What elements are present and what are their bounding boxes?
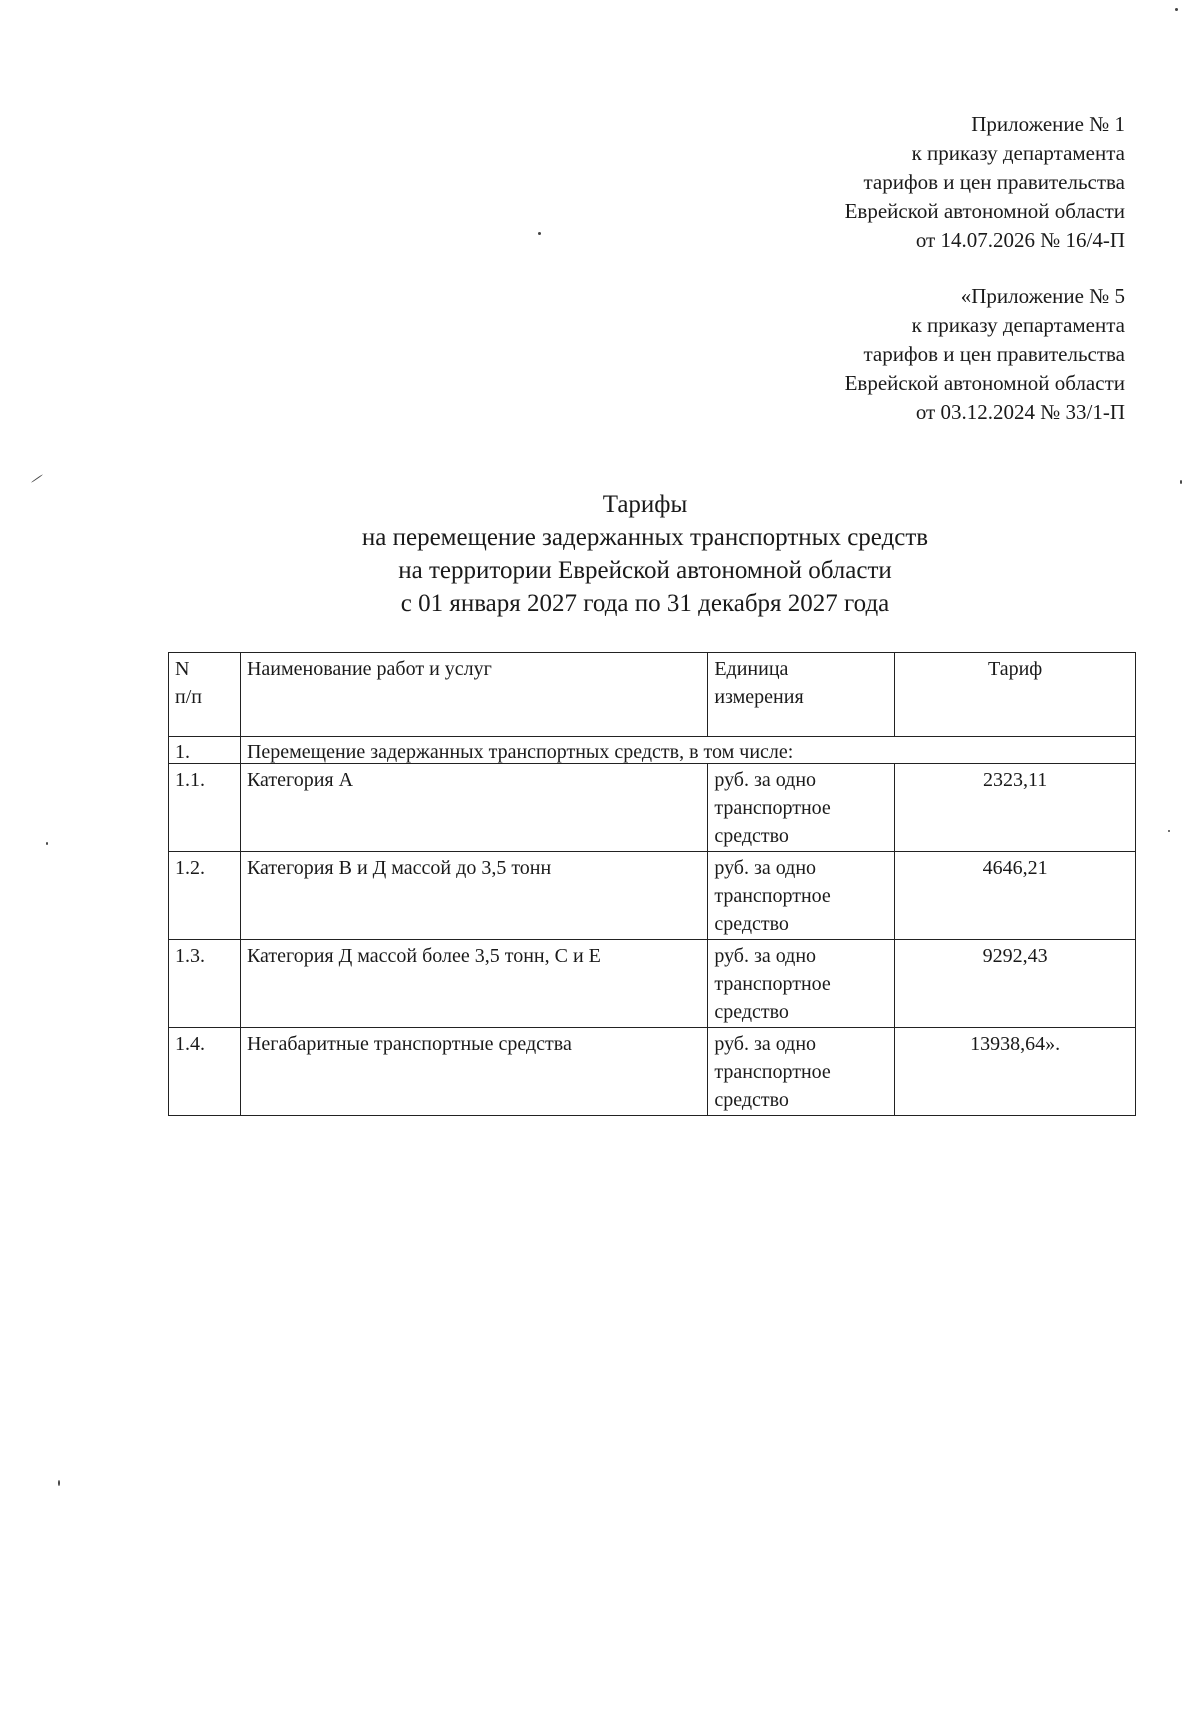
appendix-line: Еврейской автономной области xyxy=(844,199,1125,223)
appendix-5-header xyxy=(845,282,1125,427)
header-num: N п/п xyxy=(169,653,241,737)
appendix-line: к приказу департамента xyxy=(911,141,1125,165)
scan-speck xyxy=(538,232,541,235)
appendix-line: тарифов и цен правительства xyxy=(863,170,1125,194)
row-name: Категория В и Д массой до 3,5 тонн xyxy=(240,852,707,940)
document-title xyxy=(0,488,1200,620)
row-unit: руб. за одно транспортное средство xyxy=(708,940,895,1028)
title-line: Тарифы xyxy=(602,491,688,518)
appendix-line: от 14.07.2026 № 16/4-П xyxy=(915,228,1125,252)
table-row xyxy=(169,1028,1136,1116)
row-tariff: 4646,21 xyxy=(895,852,1136,940)
row-name: Категория Д массой более 3,5 тонн, С и Е xyxy=(240,940,707,1028)
scan-speck xyxy=(1180,480,1182,484)
appendix-1-header xyxy=(845,110,1125,255)
tariffs-table xyxy=(168,652,1136,1116)
header-tariff: Тариф xyxy=(895,653,1136,737)
row-num: 1.3. xyxy=(169,940,241,1028)
row-unit: руб. за одно транспортное средство xyxy=(708,1028,895,1116)
appendix-line: Еврейской автономной области xyxy=(844,371,1125,395)
title-line: на территории Еврейской автономной области xyxy=(398,557,892,584)
appendix-line: тарифов и цен правительства xyxy=(863,342,1125,366)
row-num: 1.2. xyxy=(169,852,241,940)
title-line: с 01 января 2027 года по 31 декабря 2027 года xyxy=(400,590,890,617)
header-unit: Единица измерения xyxy=(708,653,895,737)
row-tariff: 2323,11 xyxy=(895,764,1136,852)
row-unit: руб. за одно транспортное средство xyxy=(708,852,895,940)
table-row xyxy=(169,852,1136,940)
scan-speck xyxy=(31,474,43,483)
scan-speck xyxy=(46,842,48,845)
row-tariff: 9292,43 xyxy=(895,940,1136,1028)
row-unit: руб. за одно транспортное средство xyxy=(708,764,895,852)
row-name: Категория А xyxy=(240,764,707,852)
row-num: 1.4. xyxy=(169,1028,241,1116)
table-group-row xyxy=(169,737,1136,764)
row-num: 1.1. xyxy=(169,764,241,852)
header-name: Наименование работ и услуг xyxy=(240,653,707,737)
scan-speck xyxy=(1168,830,1170,832)
appendix-line: Приложение № 1 xyxy=(971,112,1125,136)
scan-speck xyxy=(58,1480,60,1486)
table-row xyxy=(169,764,1136,852)
group-name: Перемещение задержанных транспортных средств, в том числе: xyxy=(240,737,1135,764)
table-row xyxy=(169,940,1136,1028)
row-name: Негабаритные транспортные средства xyxy=(240,1028,707,1116)
appendix-line: к приказу департамента xyxy=(911,313,1125,337)
appendix-line: «Приложение № 5 xyxy=(960,284,1125,308)
table-header-row xyxy=(169,653,1136,737)
appendix-line: от 03.12.2024 № 33/1-П xyxy=(915,400,1125,424)
group-num: 1. xyxy=(169,737,241,764)
row-tariff: 13938,64». xyxy=(895,1028,1136,1116)
scan-speck xyxy=(1175,8,1178,11)
title-line: на перемещение задержанных транспортных средств xyxy=(361,524,929,551)
